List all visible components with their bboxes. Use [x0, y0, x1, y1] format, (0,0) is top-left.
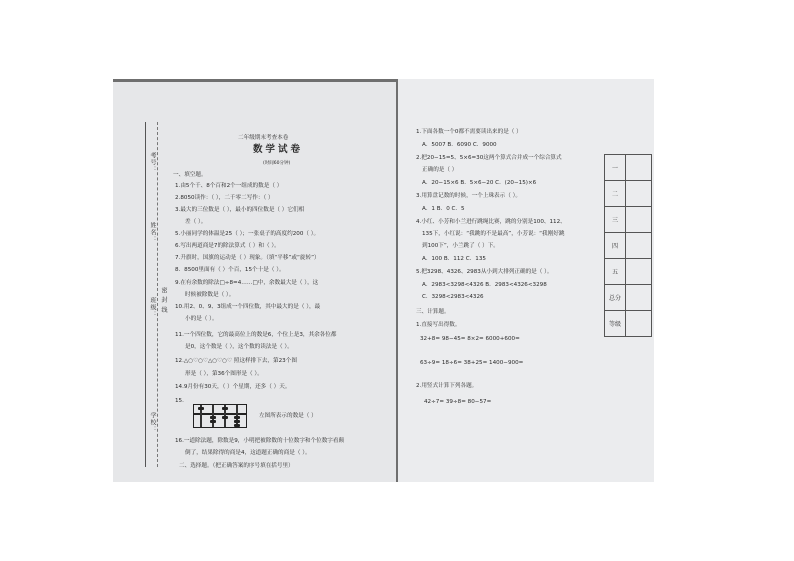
score-row-label: 等级 — [605, 311, 626, 337]
question-line: 倒了，结果除得的商是4，这道题正确的商是（ ）。 — [185, 450, 311, 456]
score-cell — [626, 207, 652, 233]
question-line: 14.9月份有30天，（ ）个星期，还多（ ）天。 — [175, 384, 291, 390]
side-label-xingming: 姓名： — [149, 222, 156, 243]
question-line: 左图所表示的数是（ ） — [259, 413, 317, 419]
exam-header: 二年级期末考查本卷 — [238, 135, 289, 141]
question-line: 7.升旗时，国旗的运动是（ ）现象。（填“平移”或“旋转”） — [175, 255, 320, 261]
question-line: 6.写出两道商是7的除法算式（ ）和（ ）。 — [175, 243, 280, 249]
score-cell — [626, 259, 652, 285]
question-line: 2.把20−15=5、5×6=30这两个算式合并成一个综合算式 — [416, 155, 562, 161]
question-line: 10.用2、0、9、3组成一个四位数，其中最大的是（ ），最 — [175, 304, 321, 310]
section-heading: 二、选择题。（把正确答案的序号填在括号里） — [179, 463, 294, 469]
question-line: 1.由5个千、8个百和2个一组成的数是（ ） — [175, 183, 283, 189]
seal-line-label: 密 封 线 — [160, 287, 167, 314]
seal-dashed-line — [157, 122, 158, 467]
answer-options: A．1 B．0 C．5 — [422, 206, 465, 212]
answer-options: A．5007 B．6090 C．9000 — [422, 142, 497, 148]
score-cell — [626, 285, 652, 311]
abacus-image — [193, 404, 247, 428]
question-line: 5.小丽同学的体温是25（ ）；一张桌子的高度约200（ ）。 — [175, 231, 320, 237]
answer-options: A．100 B．112 C．135 — [422, 256, 486, 262]
side-label-banji: 班级： — [149, 297, 156, 318]
question-line: 9.在有余数的除法□÷8=4……□中，余数最大是（ ），这 — [175, 280, 319, 286]
question-line: 5.把3298、4326、2983从小到大排列正确的是（ ）。 — [416, 269, 553, 275]
question-line: 1.下面各数一个0都不需要读出来的是（ ） — [416, 129, 522, 135]
score-table — [604, 154, 652, 337]
question-line: 135下，小红说：“我跳的不是最高”，小芳说：“我刚好跳 — [422, 231, 565, 237]
score-row-label: 总分 — [605, 285, 626, 311]
exam-time: (时间60分钟) — [263, 161, 291, 166]
right-page — [398, 79, 654, 482]
question-line: 时候被除数是（ ）。 — [185, 292, 235, 298]
answer-options: A．20−15×6 B．5×6−20 C．(20−15)×6 — [422, 180, 537, 186]
score-row-label: 三 — [605, 207, 626, 233]
calc-row: 42÷7= 39÷8= 80−57= — [424, 399, 492, 405]
question-line: 16.一道除法题，除数是9，小明把被除数的十位数字和个位数字看颠 — [175, 438, 345, 444]
side-label-kaohao: 考号： — [149, 152, 156, 173]
question-line: 1.直接写出得数。 — [416, 322, 461, 328]
score-cell — [626, 181, 652, 207]
answer-options: A．2983<3298<4326 B．2983<4326<3298 — [422, 282, 547, 288]
question-line: 3.用算盘记数的时候，一个上珠表示（ ）。 — [416, 193, 522, 199]
left-page — [113, 82, 396, 482]
exam-photo — [113, 79, 654, 482]
calc-row: 32+8= 98−45= 8×2= 6000+600= — [420, 336, 520, 342]
question-line: 形是（ ），第36个图形是（ ）。 — [185, 371, 263, 377]
question-line: 8．8500里面有（ ）个百，15个十是（ ）。 — [175, 267, 285, 273]
score-row-label: 四 — [605, 233, 626, 259]
answer-options: C．3298<2983<4326 — [422, 294, 484, 300]
question-line: 到100下”，小兰跳了（ ）下。 — [422, 243, 499, 249]
question-line: 12.△○♡○♡△○♡○♡ 照这样排下去，第23个图 — [175, 358, 297, 364]
score-row-label: 一 — [605, 155, 626, 181]
calc-row: 63÷9= 18÷6= 38+25= 1400−900= — [420, 360, 524, 366]
question-line: 4.小红、小芳和小兰进行跳绳比赛，跳的分别是100、112、 — [416, 219, 566, 225]
binding-line — [145, 122, 146, 467]
question-line: 2.8050读作：（ ），二千零二写作：（ ） — [175, 195, 274, 201]
question-line: 小的是（ ）。 — [185, 316, 218, 322]
section-heading: 一、填空题。 — [173, 172, 207, 178]
side-label-xuexiao: 学校： — [149, 412, 156, 433]
score-row-label: 二 — [605, 181, 626, 207]
score-cell — [626, 311, 652, 337]
question-line: 是0，这个数是（ ），这个数的读法是（ ）。 — [185, 344, 293, 350]
question-line: 2.用竖式计算下列各题。 — [416, 383, 478, 389]
question-line: 正确的是（ ） — [422, 167, 458, 173]
score-row-label: 五 — [605, 259, 626, 285]
question-line: 3.最大的三位数是（ ），最小的四位数是（ ）它们相 — [175, 207, 305, 213]
score-cell — [626, 233, 652, 259]
section-heading: 三、计算题。 — [416, 309, 450, 315]
question-line: 差（ ）。 — [185, 219, 207, 225]
exam-title: 数学试卷 — [253, 144, 304, 155]
score-cell — [626, 155, 652, 181]
question-line: 11.一个四位数，它的最高位上的数是6，个位上是3，其余各位都 — [175, 332, 337, 338]
question-line: 15. — [175, 398, 184, 404]
